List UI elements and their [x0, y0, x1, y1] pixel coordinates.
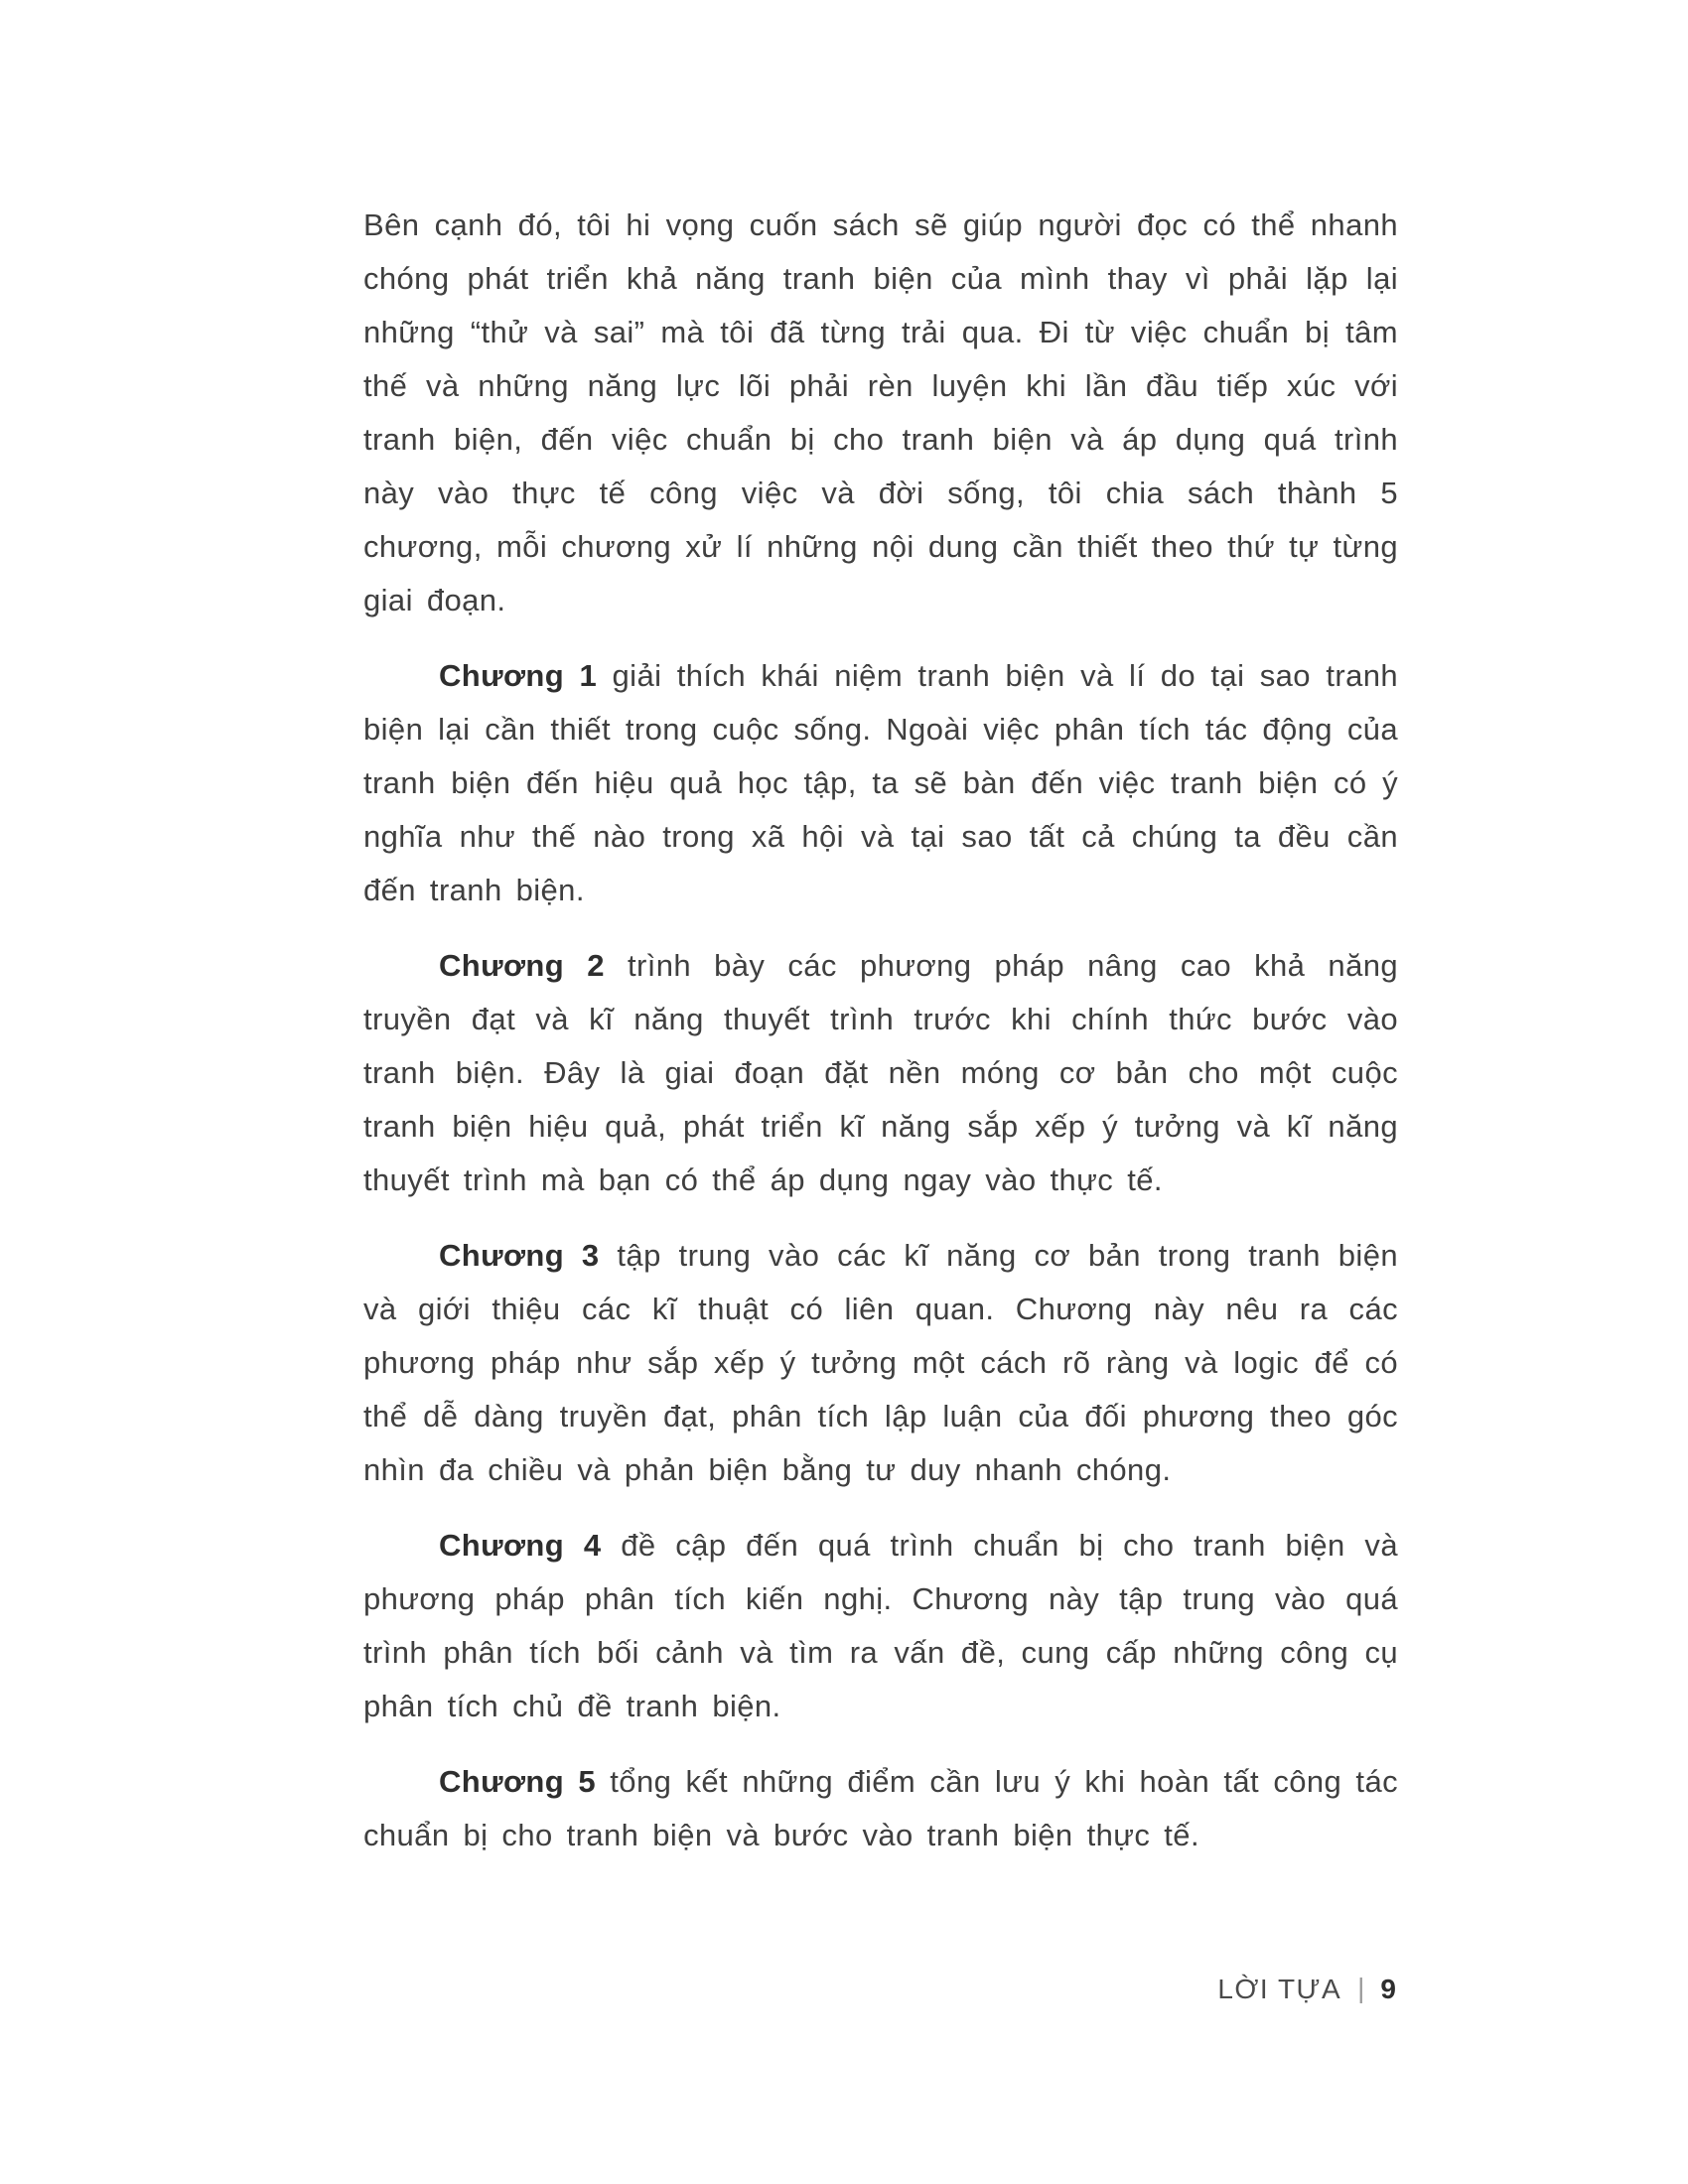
page-content [363, 199, 1398, 1884]
paragraph-chapter-2 [363, 939, 1398, 1207]
paragraph-chapter-4 [363, 1519, 1398, 1733]
paragraph-text: tập trung vào các kĩ năng cơ bản trong tranh biện và giới thiệu các kĩ thuật có liên quan. Chương này nêu ra các phương pháp như sắp xếp ý tưởng một cách rõ ràng và logic để có thể dễ dàng truyền đạt, phân tích lập luận của đối phương theo góc nhìn đa chiều và phản biện bằng tư duy nhanh chóng. [363, 1238, 1398, 1487]
paragraph-chapter-3 [363, 1229, 1398, 1497]
paragraph-chapter-5 [363, 1755, 1398, 1862]
paragraph-intro [363, 199, 1398, 627]
footer-section-title: LỜI TỰA [1217, 1974, 1342, 2004]
paragraph-text: đề cập đến quá trình chuẩn bị cho tranh biện và phương pháp phân tích kiến nghị. Chương này tập trung vào quá trình phân tích bối cảnh và tìm ra vấn đề, cung cấp những công cụ phân tích chủ đề tranh biện. [363, 1528, 1398, 1723]
paragraph-text: Bên cạnh đó, tôi hi vọng cuốn sách sẽ giúp người đọc có thể nhanh chóng phát triển khả năng tranh biện của mình thay vì phải lặp lại những “thử và sai” mà tôi đã từng trải qua. Đi từ việc chuẩn bị tâm thế và những năng lực lõi phải rèn luyện khi lần đầu tiếp xúc với tranh biện, đến việc chuẩn bị cho tranh biện và áp dụng quá trình này vào thực tế công việc và đời sống, tôi chia sách thành 5 chương, mỗi chương xử lí những nội dung cần thiết theo thứ tự từng giai đoạn. [363, 207, 1398, 617]
chapter-4-label: Chương 4 [439, 1528, 602, 1563]
paragraph-text: trình bày các phương pháp nâng cao khả năng truyền đạt và kĩ năng thuyết trình trước khi chính thức bước vào tranh biện. Đây là giai đoạn đặt nền móng cơ bản cho một cuộc tranh biện hiệu quả, phát triển kĩ năng sắp xếp ý tưởng và kĩ năng thuyết trình mà bạn có thể áp dụng ngay vào thực tế. [363, 948, 1398, 1197]
chapter-3-label: Chương 3 [439, 1238, 600, 1273]
paragraph-text: giải thích khái niệm tranh biện và lí do tại sao tranh biện lại cần thiết trong cuộc sống. Ngoài việc phân tích tác động của tranh biện đến hiệu quả học tập, ta sẽ bàn đến việc tranh biện có ý nghĩa như thế nào trong xã hội và tại sao tất cả chúng ta đều cần đến tranh biện. [363, 658, 1398, 907]
chapter-5-label: Chương 5 [439, 1764, 597, 1799]
footer-page-number: 9 [1380, 1974, 1396, 2004]
chapter-2-label: Chương 2 [439, 948, 605, 983]
footer-separator: | [1357, 1973, 1365, 2003]
page-footer [1217, 1974, 1396, 2005]
paragraph-chapter-1 [363, 649, 1398, 917]
paragraph-text: tổng kết những điểm cần lưu ý khi hoàn tất công tác chuẩn bị cho tranh biện và bước vào tranh biện thực tế. [363, 1764, 1398, 1852]
chapter-1-label: Chương 1 [439, 658, 598, 693]
